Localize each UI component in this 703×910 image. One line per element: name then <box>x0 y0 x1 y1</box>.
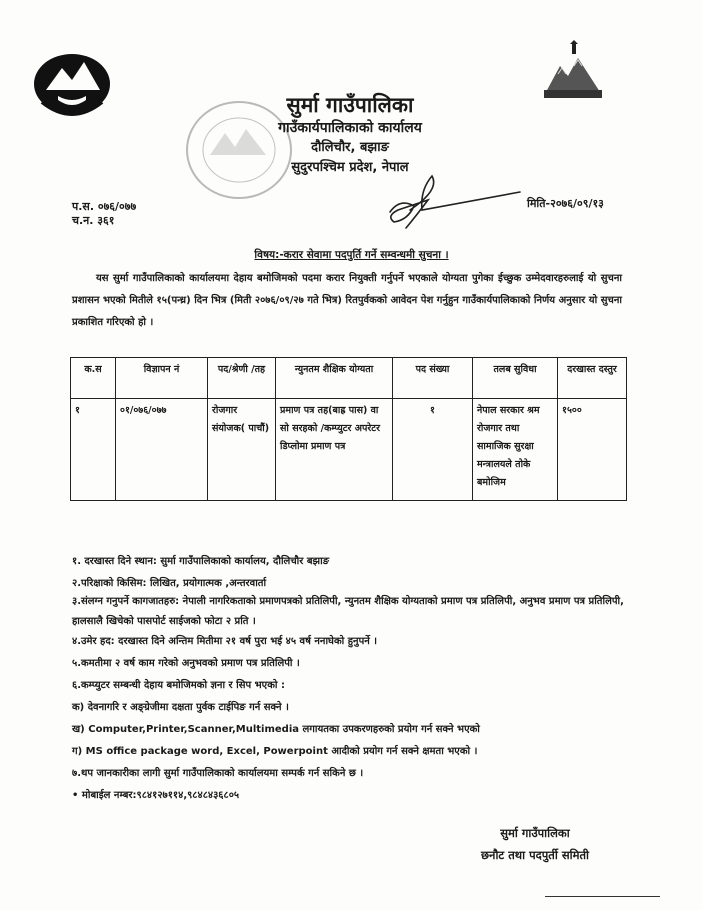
note-item-4: ४.उमेर हद: दरखास्त दिने अन्तिम मितीमा २१ वर्ष पुरा भई ४५ वर्ष ननाघेको हुनुपर्ने । <box>72 636 378 647</box>
signature-icon <box>370 170 530 235</box>
note-item-1: १. दरखास्त दिने स्थान: सुर्मा गाउँपालिकाको कार्यालय, दौलिचौर बझाङ <box>72 556 330 567</box>
note-item-7: ७.थप जानकारीका लागी सुर्मा गाउँपालिकाको कार्यालयमा सम्पर्क गर्न सकिने छ । <box>72 768 364 779</box>
note-item-6b: ख) Computer,Printer,Scanner,Multimedia लगायतका उपकरणहरुको प्रयोग गर्न सक्ने भएको <box>72 724 480 735</box>
note-item-mobile: • मोबाईल नम्बर:९८४१२७११४,९८४८४३६८०५ <box>72 790 240 801</box>
note-item-2: २.परिक्षाको किसिम: लिखित, प्रयोगात्मक ,अन्तरवार्ता <box>72 578 267 589</box>
header-cell-post: पद/श्रेणी /तह <box>208 358 276 399</box>
cell-qualification: प्रमाण पत्र तह(बाह्र पास) वा सो सरहको /कम्प्युटर अपरेटर डिप्लोमा प्रमाण पत्र <box>276 399 393 501</box>
header-cell-salary: तलब सुविधा <box>473 358 558 399</box>
bottom-divider <box>545 896 660 897</box>
cell-sn: १ <box>71 399 116 501</box>
header-cell-sn: क.स <box>71 358 116 399</box>
municipality-name: सुर्मा गाउँपालिका <box>286 93 414 117</box>
dispatch-number: च.न. ३६१ <box>72 214 115 227</box>
cell-post: रोजगार संयोजक( पाचौं) <box>208 399 276 501</box>
note-item-5: ५.कमतीमा २ वर्ष काम गरेको अनुभवको प्रमाण पत्र प्रतिलिपी । <box>72 658 300 669</box>
vacancy-table <box>70 357 627 501</box>
notice-subject <box>0 248 703 262</box>
office-name: गाउँकार्यपालिकाको कार्यालय <box>278 120 422 136</box>
header-cell-adv-no: विज्ञापन नं <box>116 358 208 399</box>
issuer-block <box>460 822 610 866</box>
reference-block <box>72 200 136 228</box>
issuer-committee: छनौट तथा पदपुर्ती समिती <box>481 848 589 862</box>
subject-text: विषय:-करार सेवामा पदपुर्ति गर्ने सम्वन्धमी सुचना । <box>254 249 449 261</box>
notice-date: मिति-२०७६/०९/१३ <box>527 197 604 210</box>
cell-adv-no: ०१/०७६/०७७ <box>116 399 208 501</box>
note-item-6a: क) देवनागरि र अङ्ग्रेजीमा दक्षता पुर्वक टाईपिङ गर्न सक्ने । <box>72 702 289 713</box>
letter-number: प.स. ०७६/०७७ <box>72 200 137 213</box>
visit-nepal-logo-icon <box>538 40 608 102</box>
nepal-emblem-icon <box>28 40 116 120</box>
notice-body: यस सुर्मा गाउँपालिकाको कार्यालयमा देहाय बमोजिमको पदमा करार नियुक्ती गर्नुपर्ने भएकाले योग्यता पुगेका ईच्छुक उम्मेदवारहरुलाई यो सुचना प्रशासन भएको मितीले १५(पन्ध्र) दिन भित्र (मिती २०७६/०९/२७ गते भित्र) रितपुर्वकको आवेदन पेश गर्नुहुन गाउँकार्यपालिकाको निर्णय अनुसार यो सुचना प्रकाशित गरिएको हो । <box>72 273 622 328</box>
cell-count: १ <box>393 399 473 501</box>
province-name: सुदुरपश्चिम प्रदेश, नेपाल <box>291 160 409 175</box>
table-row <box>71 399 627 501</box>
note-item-3: ३.संलग्न गनुपर्ने कागजातहरु: नेपाली नागरिकताको प्रमाणपत्रको प्रतिलिपी, न्युनतम शैक्षिक योग्यताको प्रमाण पत्र प्रतिलिपी, अनुभव प्रमाण पत्र प्रतिलिपी, हालसालै खिचेको पासपोर्ट साईजको फोटा २ प्रति । <box>72 596 624 627</box>
note-item-6c: ग) MS office package word, Excel, Powerpoint आदीको प्रयोग गर्न सक्ने क्षमता भएको । <box>72 746 478 757</box>
cell-salary: नेपाल सरकार श्रम रोजगार तथा सामाजिक सुरक्षा मन्त्रालयले तोके बमोजिम <box>473 399 558 501</box>
table-header-row <box>71 358 627 399</box>
header-cell-count: पद संख्या <box>393 358 473 399</box>
header-cell-qualification: न्युनतम शैक्षिक योग्यता <box>276 358 393 399</box>
note-item-6: ६.कम्प्युटर सम्बन्धी देहाय बमोजिमको ज्ञना र सिप भएको : <box>72 680 285 691</box>
cell-fee: १५०० <box>558 399 627 501</box>
office-location: दौलिचौर, बझाङ <box>311 140 389 155</box>
header-cell-fee: दरखास्त दस्तुर <box>558 358 627 399</box>
issuer-name: सुर्मा गाउँपालिका <box>500 826 570 840</box>
letterhead <box>240 92 460 178</box>
